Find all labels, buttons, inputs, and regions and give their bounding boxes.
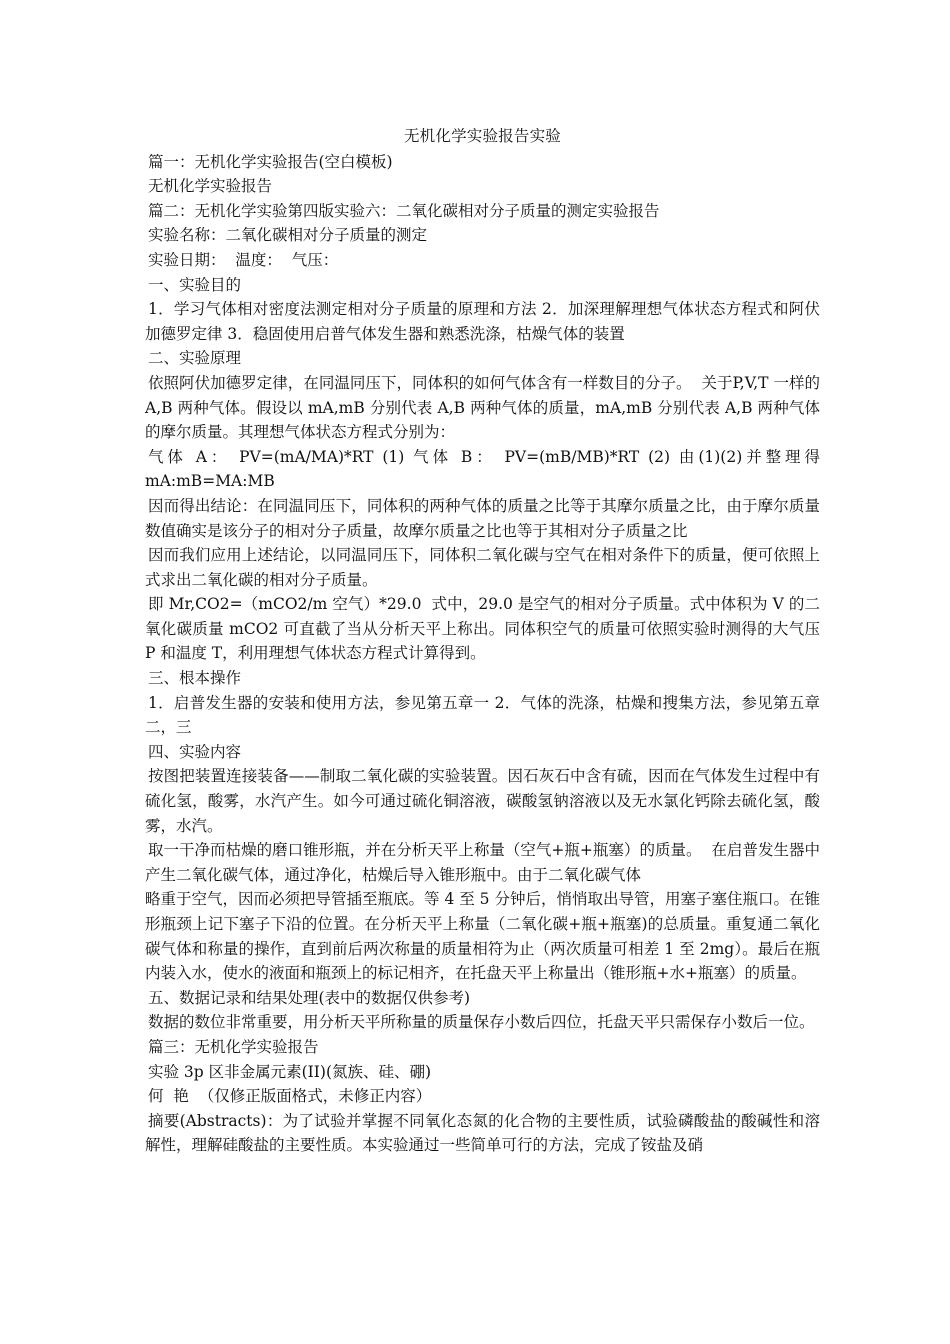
section-heading-2: 篇二：无机化学实验第四版实验六：二氧化碳相对分子质量的测定实验报告 [148, 201, 660, 220]
gas-equation-line: 气体 A： PV=(mA/MA)*RT (1) 气体 B： PV=(mB/MB)*RT (2) 由(1)(2)并整理得 [148, 447, 820, 466]
content-heading: 四、实验内容 [148, 742, 242, 761]
author-line: 何 艳 （仅修正版面格式，未修正内容） [148, 1087, 432, 1106]
report-heading: 无机化学实验报告 [148, 177, 273, 196]
purpose-heading: 一、实验目的 [148, 275, 242, 294]
content-paragraph-3: 略重于空气，因而必须把导管插至瓶底。等 4 至 5 分钟后，悄悄取出导管，用塞子塞住瓶口。在锥形瓶颈上记下塞子下沿的位置。在分析天平上称量（二氧化碳+瓶+瓶塞)的总质量。重复通二氧化碳气体和称量的操作，直到前后两次称量的质量相符为止（两次质量可相差 1 至 2mg）。最后在瓶内装入水，使水的液面和瓶颈上的标记相齐，在托盘天平上称量出（锥形瓶+水+瓶塞）的质量。 [145, 890, 820, 983]
experiment-3-title: 实验 3p 区非金属元素(II)(氮族、硅、硼) [148, 1062, 432, 1081]
experiment-name: 实验名称：二氧化碳相对分子质量的测定 [148, 226, 428, 245]
content-paragraph-2: 取一干净而枯燥的磨口锥形瓶，并在分析天平上称量（空气+瓶+瓶塞）的质量。 在启普发生器中产生二氧化碳气体，通过净化，枯燥后导入锥形瓶中。由于二氧化碳气体 [145, 841, 820, 884]
section-heading-3: 篇三：无机化学实验报告 [148, 1037, 319, 1056]
operation-paragraph: 1．启普发生器的安装和使用方法，参见第五章一 2．气体的洗涤，枯燥和搜集方法，参见第五章二，三 [145, 693, 820, 737]
principle-heading: 二、实验原理 [148, 349, 242, 368]
section-heading-1: 篇一：无机化学实验报告(空白模板) [148, 152, 393, 171]
document-page [145, 124, 825, 1158]
purpose-paragraph: 1．学习气体相对密度法测定相对分子质量的原理和方法 2．加深理解理想气体状态方程式和阿伏加德罗定律 3．稳固使用启普气体发生器和熟悉洗涤，枯燥气体的装置 [145, 300, 820, 343]
principle-conclusion: 因而得出结论：在同温同压下，同体积的两种气体的质量之比等于其摩尔质量之比，由于摩尔质量数值确实是该分子的相对分子质量，故摩尔质量之比也等于其相对分子质量之比 [145, 496, 820, 540]
data-paragraph: 数据的数位非常重要，用分析天平所称量的质量保存小数后四位，托盘天平只需保存小数后一位。 [148, 1013, 815, 1032]
principle-application: 因而我们应用上述结论，以同温同压下，同体积二氧化碳与空气在相对条件下的质量，便可依照上式求出二氧化碳的相对分子质量。 [145, 546, 820, 589]
abstract-paragraph: 摘要(Abstracts)：为了试验并掌握不同氧化态氮的化合物的主要性质，试验磷酸盐的酸碱性和溶解性，理解硅酸盐的主要性质。本实验通过一些简单可行的方法，完成了铵盐及硝 [145, 1111, 820, 1155]
experiment-date-line: 实验日期： 温度： 气压： [148, 250, 339, 269]
document-title: 无机化学实验报告实验 [403, 127, 561, 145]
principle-formula: 即 Mr,CO2=（mCO2/m 空气）*29.0 式中，29.0 是空气的相对分子质量。式中体积为 V 的二氧化碳质量 mCO2 可直截了当从分析天平上称出。同体积空气的质量可依照实验时测得的大气压 P 和温度 T，利用理想气体状态方程式计算得到。 [145, 595, 825, 663]
principle-paragraph-1: 依照阿伏加德罗定律，在同温同压下，同体积的如何气体含有一样数目的分子。 关于P,V,T 一样的 A,B 两种气体。假设以 mA,mB 分别代表 A,B 两种气体的质量，mA,mB 分别代表 A,B 两种气体的摩尔质量。其理想气体状态方程式分别为： [145, 373, 825, 442]
data-heading: 五、数据记录和结果处理(表中的数据仅供参考) [148, 988, 471, 1007]
mass-ratio-line: mA:mB=MA:MB [145, 472, 275, 491]
content-paragraph-1: 按图把装置连接装备——制取二氧化碳的实验装置。因石灰石中含有硫，因而在气体发生过程中有硫化氢，酸雾，水汽产生。如今可通过硫化铜溶液，碳酸氢钠溶液以及无水氯化钙除去硫化氢，酸雾，水汽。 [145, 767, 820, 835]
operation-heading: 三、根本操作 [148, 669, 242, 688]
